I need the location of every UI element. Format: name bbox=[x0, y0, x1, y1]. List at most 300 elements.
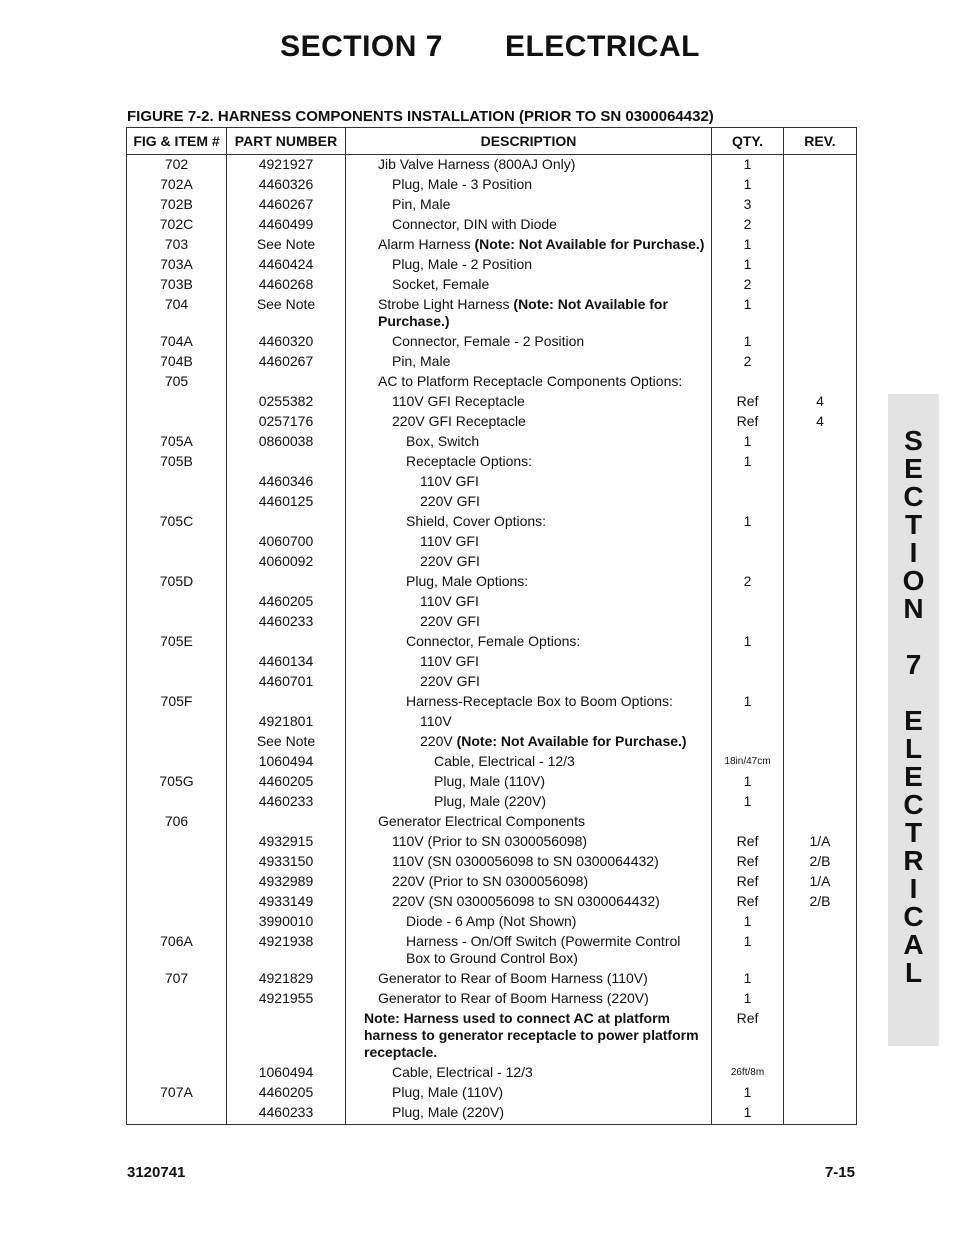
rev-cell bbox=[784, 473, 857, 493]
part-number-cell: 4460125 bbox=[227, 493, 346, 513]
qty-cell: 2 bbox=[712, 573, 784, 593]
description-label: Cable, Electrical - 12/3 bbox=[392, 1064, 533, 1080]
description-label: Diode - 6 Amp (Not Shown) bbox=[406, 913, 577, 929]
fig-item-cell: 702C bbox=[127, 216, 227, 236]
fig-item-cell bbox=[127, 613, 227, 633]
part-number-cell: 4460326 bbox=[227, 176, 346, 196]
rev-cell bbox=[784, 433, 857, 453]
description-text bbox=[352, 653, 707, 670]
qty-cell: 1 bbox=[712, 513, 784, 533]
fig-item-cell bbox=[127, 733, 227, 753]
side-tab-letter: T bbox=[904, 509, 923, 540]
description-note: (Note: Not Available for Purchase.) bbox=[474, 236, 705, 252]
part-number-cell: 4460233 bbox=[227, 613, 346, 633]
qty-cell bbox=[712, 813, 784, 833]
qty-cell: 1 bbox=[712, 155, 784, 177]
qty-cell bbox=[712, 473, 784, 493]
header-description: DESCRIPTION bbox=[346, 128, 712, 155]
description-label: Connector, DIN with Diode bbox=[392, 216, 557, 232]
qty-cell bbox=[712, 713, 784, 733]
fig-item-cell bbox=[127, 853, 227, 873]
rev-cell: 2/B bbox=[784, 853, 857, 873]
part-number-cell: 4460134 bbox=[227, 653, 346, 673]
part-number-cell: 4060700 bbox=[227, 533, 346, 553]
part-number-cell bbox=[227, 513, 346, 533]
fig-item-cell: 704B bbox=[127, 353, 227, 373]
rev-cell: 4 bbox=[784, 413, 857, 433]
rev-cell bbox=[784, 673, 857, 693]
rev-cell bbox=[784, 653, 857, 673]
description-cell bbox=[346, 296, 712, 333]
fig-item-cell bbox=[127, 473, 227, 493]
description-note: Note: Harness used to connect AC at platform harness to generator receptacle to power platform receptacle. bbox=[364, 1010, 699, 1060]
table-row bbox=[127, 593, 857, 613]
table-row bbox=[127, 893, 857, 913]
table-row bbox=[127, 393, 857, 413]
doc-number: 3120741 bbox=[127, 1164, 186, 1181]
part-number-cell: See Note bbox=[227, 236, 346, 256]
rev-cell bbox=[784, 216, 857, 236]
description-label: 110V GFI bbox=[420, 473, 479, 489]
description-cell bbox=[346, 1104, 712, 1125]
rev-cell bbox=[784, 533, 857, 553]
part-number-cell bbox=[227, 373, 346, 393]
description-label: Shield, Cover Options: bbox=[406, 513, 547, 529]
table-row bbox=[127, 373, 857, 393]
description-cell bbox=[346, 813, 712, 833]
qty-cell: 1 bbox=[712, 433, 784, 453]
table-row bbox=[127, 1084, 857, 1104]
part-number-cell: 3990010 bbox=[227, 913, 346, 933]
part-number-cell: 4460268 bbox=[227, 276, 346, 296]
description-cell bbox=[346, 933, 712, 970]
description-text bbox=[352, 893, 707, 910]
description-cell bbox=[346, 553, 712, 573]
side-tab-letter: E bbox=[904, 453, 923, 484]
qty-cell: Ref bbox=[712, 893, 784, 913]
side-tab-letter: A bbox=[903, 929, 924, 960]
part-number-cell: 4460267 bbox=[227, 196, 346, 216]
rev-cell bbox=[784, 773, 857, 793]
rev-cell bbox=[784, 333, 857, 353]
qty-cell bbox=[712, 493, 784, 513]
table-row bbox=[127, 196, 857, 216]
description-cell bbox=[346, 1084, 712, 1104]
table-row bbox=[127, 513, 857, 533]
side-tab-letter: C bbox=[903, 481, 924, 512]
description-label: 220V (SN 0300056098 to SN 0300064432) bbox=[392, 893, 660, 909]
part-number-cell: 4460205 bbox=[227, 773, 346, 793]
description-label: 220V GFI bbox=[420, 553, 480, 569]
part-number-cell: 4933150 bbox=[227, 853, 346, 873]
header-fig-item: FIG & ITEM # bbox=[127, 128, 227, 155]
description-label: Plug, Male (220V) bbox=[434, 793, 547, 809]
rev-cell bbox=[784, 276, 857, 296]
description-label: 220V GFI bbox=[420, 493, 480, 509]
description-cell bbox=[346, 493, 712, 513]
description-text bbox=[352, 753, 707, 770]
part-number-cell: 4921955 bbox=[227, 990, 346, 1010]
table-row bbox=[127, 793, 857, 813]
table-row bbox=[127, 693, 857, 713]
qty-cell bbox=[712, 553, 784, 573]
fig-item-cell: 703 bbox=[127, 236, 227, 256]
description-cell bbox=[346, 713, 712, 733]
description-cell bbox=[346, 753, 712, 773]
description-note: (Note: Not Available for Purchase.) bbox=[378, 296, 668, 329]
part-number-cell: 4460701 bbox=[227, 673, 346, 693]
description-cell bbox=[346, 633, 712, 653]
side-tab-letter: L bbox=[904, 957, 923, 988]
parts-table bbox=[126, 127, 857, 1125]
description-label: Box, Switch bbox=[406, 433, 480, 449]
fig-item-cell: 705 bbox=[127, 373, 227, 393]
fig-item-cell: 704 bbox=[127, 296, 227, 333]
description-cell bbox=[346, 373, 712, 393]
side-tab-letter: O bbox=[902, 565, 925, 596]
fig-item-cell bbox=[127, 653, 227, 673]
description-cell bbox=[346, 256, 712, 276]
table-row bbox=[127, 673, 857, 693]
description-label: Harness-Receptacle Box to Boom Options: bbox=[406, 693, 673, 709]
description-label: 110V (Prior to SN 0300056098) bbox=[392, 833, 588, 849]
description-label: Plug, Male (110V) bbox=[434, 773, 546, 789]
fig-item-cell bbox=[127, 393, 227, 413]
page-title bbox=[0, 30, 954, 64]
part-number-cell: 4460267 bbox=[227, 353, 346, 373]
table-row bbox=[127, 553, 857, 573]
table-row bbox=[127, 713, 857, 733]
description-label: AC to Platform Receptacle Components Options: bbox=[378, 373, 683, 389]
fig-item-cell bbox=[127, 753, 227, 773]
side-tab-letter: N bbox=[903, 593, 924, 624]
fig-item-cell: 705C bbox=[127, 513, 227, 533]
description-label: Plug, Male (110V) bbox=[392, 1084, 504, 1100]
description-label: Plug, Male - 2 Position bbox=[392, 256, 533, 272]
description-cell bbox=[346, 733, 712, 753]
rev-cell bbox=[784, 373, 857, 393]
description-text bbox=[352, 216, 707, 233]
fig-item-cell bbox=[127, 1064, 227, 1084]
description-text bbox=[352, 413, 707, 430]
description-cell bbox=[346, 573, 712, 593]
description-cell bbox=[346, 693, 712, 713]
qty-cell: 3 bbox=[712, 196, 784, 216]
part-number-cell: 4060092 bbox=[227, 553, 346, 573]
qty-cell: 1 bbox=[712, 990, 784, 1010]
qty-cell: Ref bbox=[712, 413, 784, 433]
table-row bbox=[127, 155, 857, 177]
fig-item-cell bbox=[127, 713, 227, 733]
table-row bbox=[127, 813, 857, 833]
qty-cell: 1 bbox=[712, 933, 784, 970]
description-cell bbox=[346, 913, 712, 933]
description-text bbox=[352, 176, 707, 193]
description-cell bbox=[346, 970, 712, 990]
description-text bbox=[352, 513, 707, 530]
description-label: Generator to Rear of Boom Harness (220V) bbox=[378, 990, 649, 1006]
table-row bbox=[127, 853, 857, 873]
description-cell bbox=[346, 653, 712, 673]
fig-item-cell bbox=[127, 793, 227, 813]
rev-cell bbox=[784, 693, 857, 713]
description-cell bbox=[346, 853, 712, 873]
description-cell bbox=[346, 893, 712, 913]
table-header-row bbox=[127, 128, 857, 155]
description-text bbox=[352, 156, 707, 173]
fig-item-cell bbox=[127, 990, 227, 1010]
fig-item-cell: 707 bbox=[127, 970, 227, 990]
description-label: Alarm Harness bbox=[378, 236, 475, 252]
table-row bbox=[127, 753, 857, 773]
table-row bbox=[127, 493, 857, 513]
description-label: 110V GFI bbox=[420, 593, 479, 609]
side-tab-letter: L bbox=[904, 733, 923, 764]
description-text bbox=[352, 1064, 707, 1081]
table-row bbox=[127, 256, 857, 276]
qty-cell: 1 bbox=[712, 256, 784, 276]
description-text bbox=[352, 1104, 707, 1121]
fig-item-cell bbox=[127, 413, 227, 433]
description-text bbox=[352, 533, 707, 550]
part-number-cell: 4933149 bbox=[227, 893, 346, 913]
qty-cell bbox=[712, 533, 784, 553]
description-text bbox=[352, 333, 707, 350]
rev-cell bbox=[784, 753, 857, 773]
rev-cell: 2/B bbox=[784, 893, 857, 913]
table-row bbox=[127, 873, 857, 893]
rev-cell bbox=[784, 296, 857, 333]
part-number-cell: 1060494 bbox=[227, 753, 346, 773]
fig-item-cell bbox=[127, 833, 227, 853]
table-row bbox=[127, 733, 857, 753]
fig-item-cell: 705E bbox=[127, 633, 227, 653]
description-text bbox=[352, 573, 707, 590]
description-label: Harness - On/Off Switch (Powermite Control Box to Ground Control Box) bbox=[406, 933, 681, 966]
description-text bbox=[352, 913, 707, 930]
part-number-cell bbox=[227, 453, 346, 473]
side-tab-letter: R bbox=[903, 845, 924, 876]
qty-cell bbox=[712, 593, 784, 613]
rev-cell bbox=[784, 933, 857, 970]
fig-item-cell bbox=[127, 493, 227, 513]
description-label: 220V (Prior to SN 0300056098) bbox=[392, 873, 589, 889]
rev-cell bbox=[784, 1104, 857, 1125]
part-number-cell: 4932915 bbox=[227, 833, 346, 853]
rev-cell bbox=[784, 236, 857, 256]
description-text bbox=[352, 353, 707, 370]
description-label: 110V GFI bbox=[420, 653, 479, 669]
description-cell bbox=[346, 453, 712, 473]
part-number-cell bbox=[227, 573, 346, 593]
side-tab-letter: S bbox=[904, 425, 923, 456]
fig-item-cell: 706 bbox=[127, 813, 227, 833]
description-label: 110V bbox=[420, 713, 452, 729]
qty-cell: 2 bbox=[712, 276, 784, 296]
description-text bbox=[352, 236, 707, 253]
description-label: 220V bbox=[420, 733, 457, 749]
fig-item-cell: 705A bbox=[127, 433, 227, 453]
description-text bbox=[352, 553, 707, 570]
description-label: Generator to Rear of Boom Harness (110V) bbox=[378, 970, 648, 986]
qty-cell: 2 bbox=[712, 353, 784, 373]
section-side-tab bbox=[888, 394, 939, 1046]
side-tab-letter: I bbox=[909, 537, 918, 568]
description-text bbox=[352, 393, 707, 410]
qty-cell: 26ft/8m bbox=[712, 1064, 784, 1084]
description-text bbox=[352, 813, 707, 830]
table-row bbox=[127, 990, 857, 1010]
description-text bbox=[352, 1084, 707, 1101]
rev-cell bbox=[784, 573, 857, 593]
header-rev: REV. bbox=[784, 128, 857, 155]
qty-cell: 2 bbox=[712, 216, 784, 236]
rev-cell bbox=[784, 176, 857, 196]
fig-item-cell bbox=[127, 553, 227, 573]
section-number: SECTION 7 bbox=[280, 30, 443, 63]
qty-cell: 1 bbox=[712, 633, 784, 653]
description-text bbox=[352, 453, 707, 470]
description-cell bbox=[346, 513, 712, 533]
description-text bbox=[352, 433, 707, 450]
qty-cell: 18in/47cm bbox=[712, 753, 784, 773]
description-text bbox=[352, 853, 707, 870]
fig-item-cell: 705D bbox=[127, 573, 227, 593]
qty-cell: 1 bbox=[712, 453, 784, 473]
part-number-cell bbox=[227, 813, 346, 833]
side-tab-letter: T bbox=[904, 817, 923, 848]
fig-item-cell: 706A bbox=[127, 933, 227, 970]
table-row bbox=[127, 653, 857, 673]
fig-item-cell bbox=[127, 1104, 227, 1125]
part-number-cell: 4460424 bbox=[227, 256, 346, 276]
description-cell bbox=[346, 333, 712, 353]
parts-table-body bbox=[127, 155, 857, 1125]
qty-cell: 1 bbox=[712, 773, 784, 793]
description-text bbox=[352, 493, 707, 510]
fig-item-cell bbox=[127, 673, 227, 693]
qty-cell: 1 bbox=[712, 1084, 784, 1104]
table-row bbox=[127, 833, 857, 853]
rev-cell bbox=[784, 813, 857, 833]
fig-item-cell: 702B bbox=[127, 196, 227, 216]
fig-item-cell bbox=[127, 593, 227, 613]
description-text bbox=[352, 593, 707, 610]
description-cell bbox=[346, 990, 712, 1010]
rev-cell bbox=[784, 196, 857, 216]
rev-cell bbox=[784, 633, 857, 653]
table-row bbox=[127, 970, 857, 990]
rev-cell bbox=[784, 793, 857, 813]
description-text bbox=[352, 633, 707, 650]
description-text bbox=[352, 613, 707, 630]
description-cell bbox=[346, 216, 712, 236]
description-label: 220V GFI bbox=[420, 673, 480, 689]
fig-item-cell bbox=[127, 533, 227, 553]
description-label: 110V GFI Receptacle bbox=[392, 393, 525, 409]
description-text bbox=[352, 933, 707, 967]
description-cell bbox=[346, 196, 712, 216]
qty-cell bbox=[712, 673, 784, 693]
side-tab-letter: E bbox=[904, 761, 923, 792]
description-label: 110V (SN 0300056098 to SN 0300064432) bbox=[392, 853, 659, 869]
description-cell bbox=[346, 276, 712, 296]
description-cell bbox=[346, 873, 712, 893]
fig-item-cell: 707A bbox=[127, 1084, 227, 1104]
part-number-cell: 4460233 bbox=[227, 793, 346, 813]
description-text bbox=[352, 990, 707, 1007]
rev-cell bbox=[784, 353, 857, 373]
description-label: 110V GFI bbox=[420, 533, 479, 549]
description-note: (Note: Not Available for Purchase.) bbox=[456, 733, 687, 749]
rev-cell bbox=[784, 1084, 857, 1104]
qty-cell: 1 bbox=[712, 176, 784, 196]
side-tab-letter: E bbox=[904, 705, 923, 736]
header-qty: QTY. bbox=[712, 128, 784, 155]
rev-cell bbox=[784, 913, 857, 933]
description-text bbox=[352, 373, 707, 390]
description-cell bbox=[346, 393, 712, 413]
description-text bbox=[352, 196, 707, 213]
table-row bbox=[127, 353, 857, 373]
part-number-cell: 0255382 bbox=[227, 393, 346, 413]
rev-cell bbox=[784, 990, 857, 1010]
description-cell bbox=[346, 1064, 712, 1084]
part-number-cell: 4460205 bbox=[227, 593, 346, 613]
description-label: Jib Valve Harness (800AJ Only) bbox=[378, 156, 576, 172]
description-cell bbox=[346, 793, 712, 813]
qty-cell: Ref bbox=[712, 853, 784, 873]
description-cell bbox=[346, 413, 712, 433]
description-label: Plug, Male Options: bbox=[406, 573, 529, 589]
fig-item-cell bbox=[127, 873, 227, 893]
description-label: Plug, Male (220V) bbox=[392, 1104, 505, 1120]
part-number-cell: 4460320 bbox=[227, 333, 346, 353]
description-cell bbox=[346, 236, 712, 256]
rev-cell bbox=[784, 713, 857, 733]
part-number-cell bbox=[227, 693, 346, 713]
fig-item-cell: 705F bbox=[127, 693, 227, 713]
description-text bbox=[352, 1010, 707, 1061]
qty-cell: 1 bbox=[712, 793, 784, 813]
rev-cell bbox=[784, 1010, 857, 1064]
part-number-cell: 1060494 bbox=[227, 1064, 346, 1084]
fig-item-cell bbox=[127, 893, 227, 913]
part-number-cell: See Note bbox=[227, 296, 346, 333]
rev-cell bbox=[784, 1064, 857, 1084]
qty-cell: 1 bbox=[712, 693, 784, 713]
rev-cell bbox=[784, 970, 857, 990]
part-number-cell: 4921938 bbox=[227, 933, 346, 970]
description-text bbox=[352, 473, 707, 490]
part-number-cell: 4921801 bbox=[227, 713, 346, 733]
qty-cell: 1 bbox=[712, 296, 784, 333]
table-row bbox=[127, 453, 857, 473]
qty-cell: 1 bbox=[712, 236, 784, 256]
table-row bbox=[127, 533, 857, 553]
qty-cell: 1 bbox=[712, 1104, 784, 1125]
description-text bbox=[352, 773, 707, 790]
table-row bbox=[127, 333, 857, 353]
description-text bbox=[352, 673, 707, 690]
page-number: 7-15 bbox=[824, 1164, 855, 1181]
part-number-cell: See Note bbox=[227, 733, 346, 753]
side-tab-letter: C bbox=[903, 901, 924, 932]
table-row bbox=[127, 613, 857, 633]
qty-cell: Ref bbox=[712, 1010, 784, 1064]
description-cell bbox=[346, 433, 712, 453]
description-label: Pin, Male bbox=[392, 196, 451, 212]
